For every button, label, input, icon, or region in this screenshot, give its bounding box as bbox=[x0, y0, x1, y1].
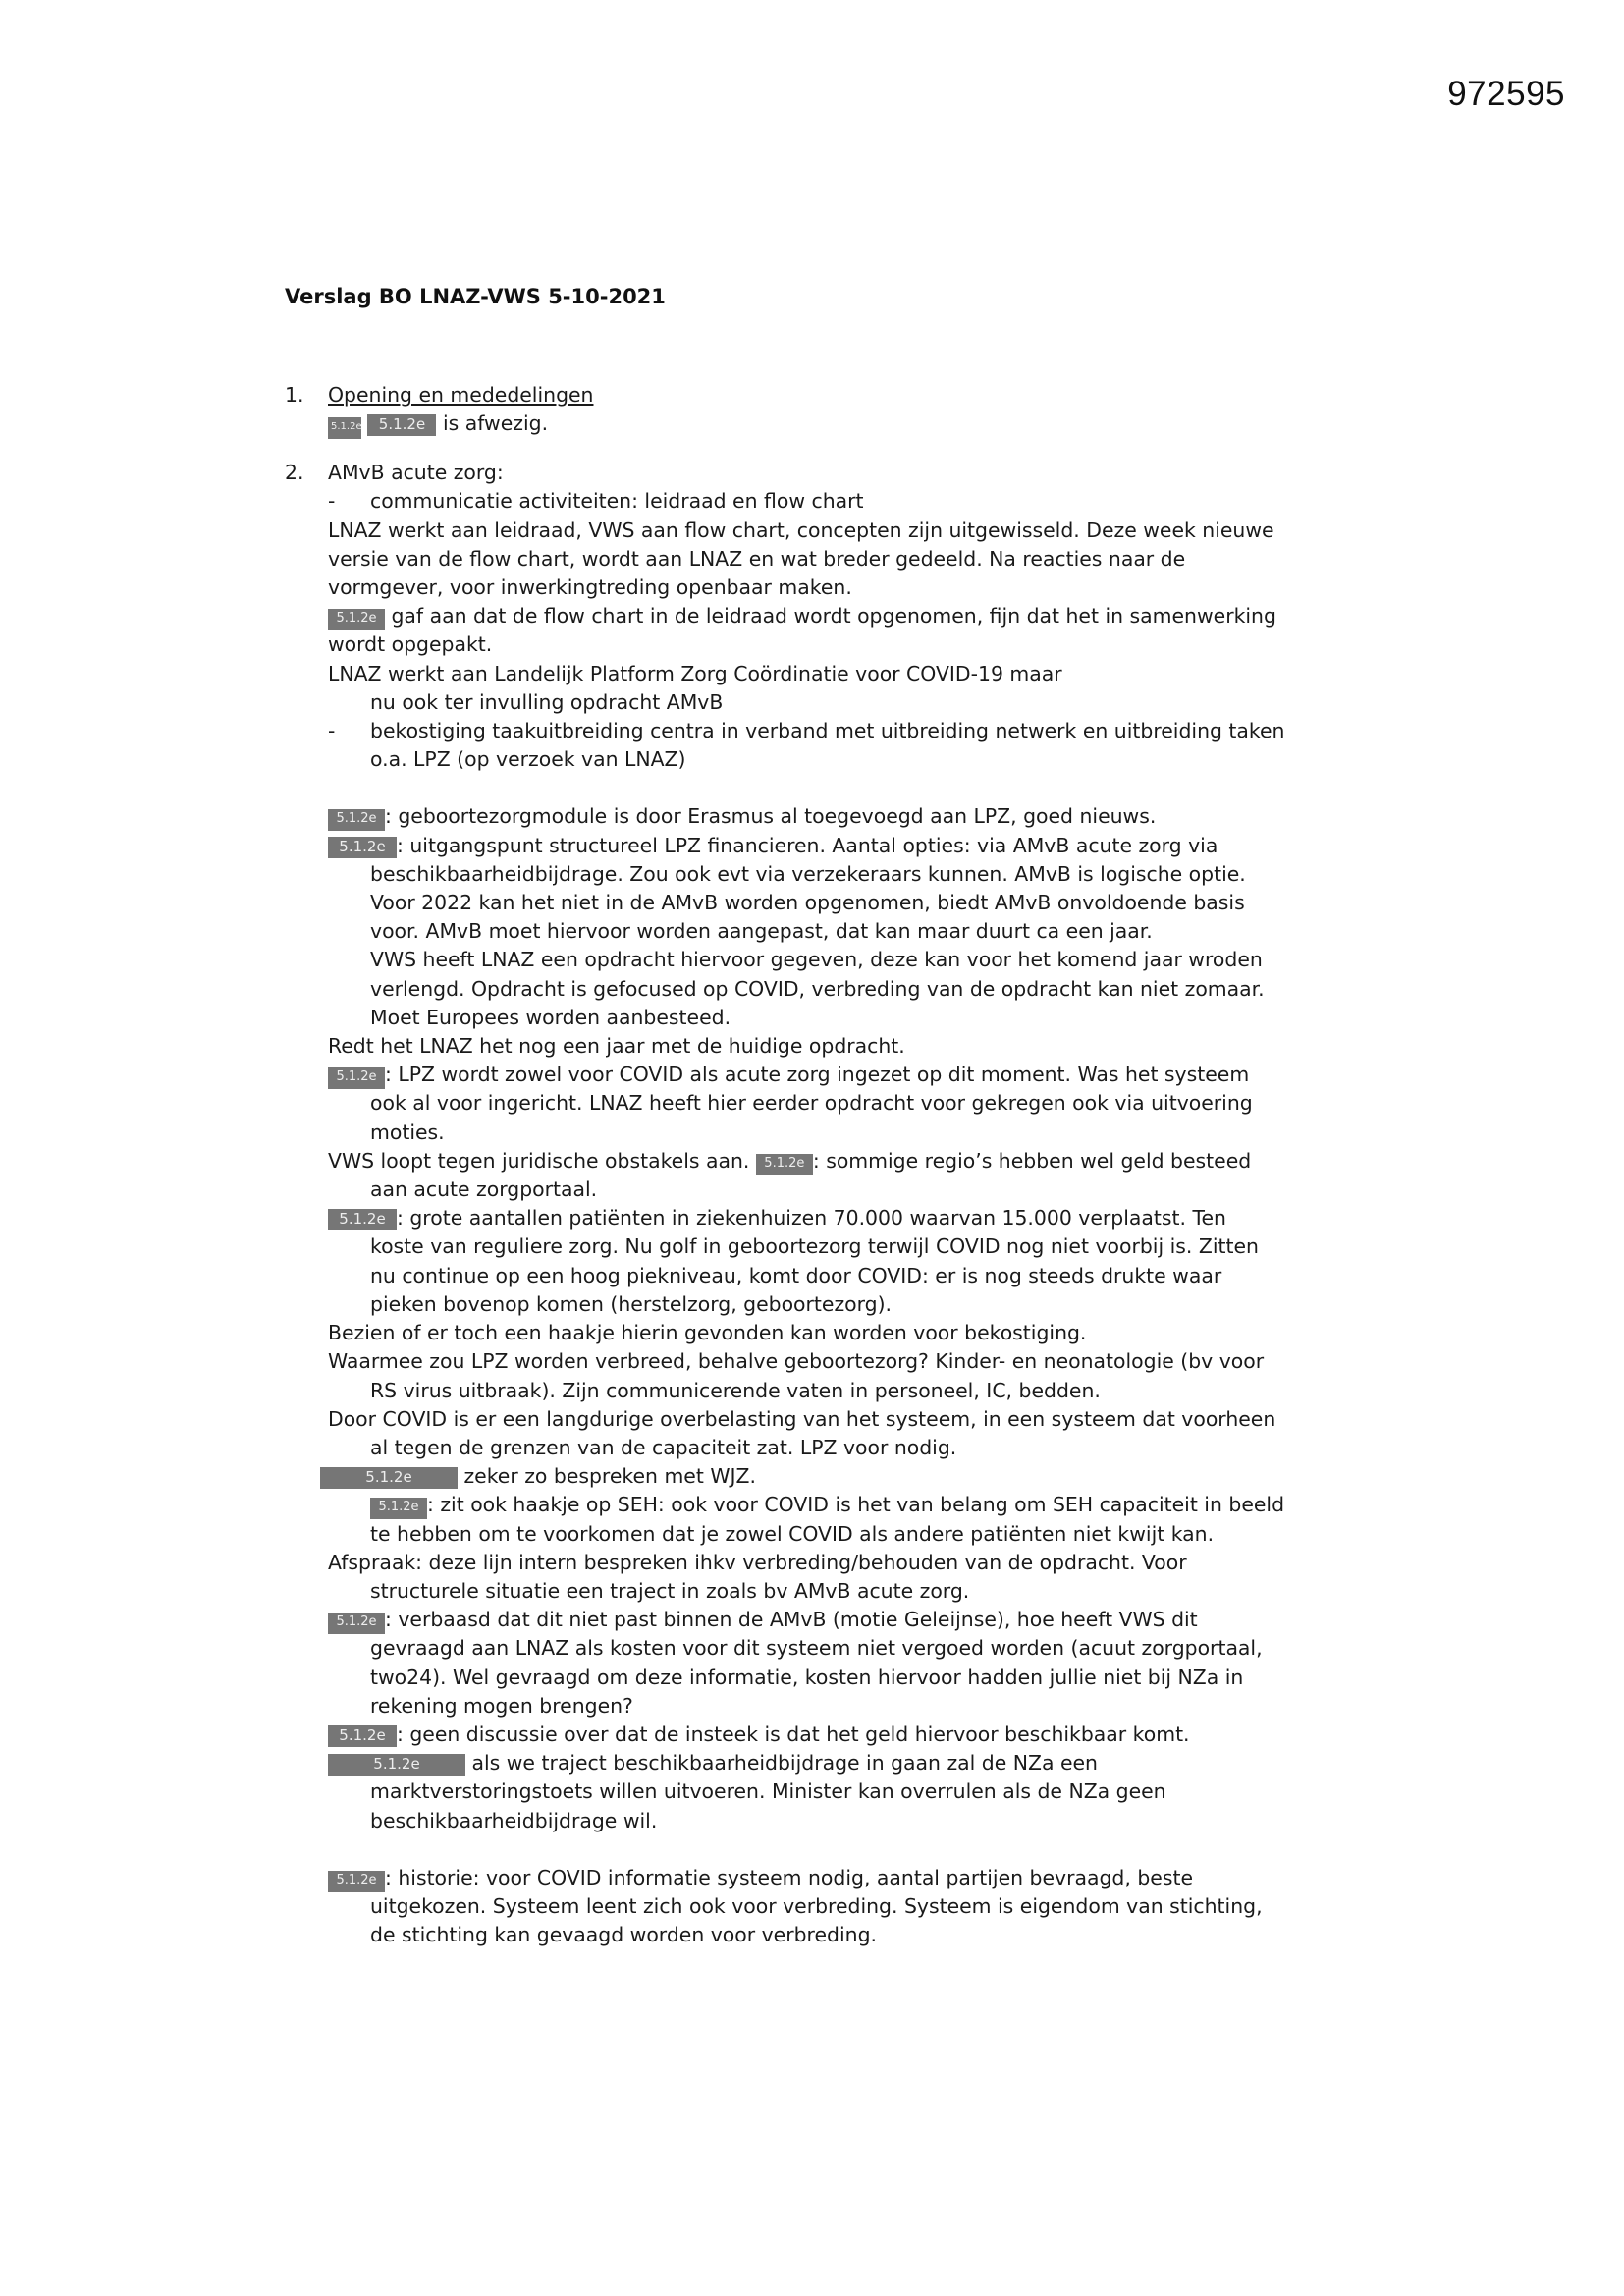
line-text: nu continue op een hoog piekniveau, komt door COVID: er is nog steeds drukte waar bbox=[370, 1263, 1222, 1287]
text-line bbox=[285, 1777, 1365, 1806]
line-text: two24). Wel gevraagd om deze informatie, kosten hiervoor hadden jullie niet bij NZa in bbox=[370, 1665, 1244, 1689]
text-line bbox=[285, 1434, 1365, 1462]
text-line bbox=[285, 410, 1365, 439]
text-line bbox=[285, 487, 1365, 516]
line-text: te hebben om te voorkomen dat je zowel COVID als andere patiënten niet kwijt kan. bbox=[370, 1521, 1215, 1546]
line-text: marktverstoringstoets willen uitvoeren. Minister kan overrulen als de NZa geen bbox=[370, 1779, 1166, 1804]
redaction-box: 5.1.2e bbox=[328, 1613, 385, 1634]
bullet-dash: - bbox=[328, 489, 336, 514]
text-line bbox=[285, 1290, 1365, 1319]
redaction-box: 5.1.2e bbox=[367, 414, 436, 436]
text-line bbox=[285, 975, 1365, 1004]
text-line bbox=[285, 1749, 1365, 1777]
text-line bbox=[285, 745, 1365, 774]
line-text: : geen discussie over dat de insteek is dat het geld hiervoor beschikbaar komt. bbox=[397, 1722, 1190, 1746]
text-line bbox=[285, 802, 1365, 831]
redaction-box: 5.1.2e bbox=[320, 1467, 458, 1489]
text-line bbox=[285, 1864, 1365, 1892]
line-text: bekostiging taakuitbreiding centra in verband met uitbreiding netwerk en uitbreiding taken bbox=[370, 719, 1285, 743]
text-line bbox=[285, 717, 1365, 745]
document-number: 972595 bbox=[1447, 75, 1565, 113]
text-line bbox=[285, 1807, 1365, 1835]
text-line bbox=[285, 1262, 1365, 1290]
line-text: aan acute zorgportaal. bbox=[370, 1177, 598, 1202]
line-text: communicatie activiteiten: leidraad en flow chart bbox=[370, 489, 864, 514]
line-text: : geboortezorgmodule is door Erasmus al toegevoegd aan LPZ, goed nieuws. bbox=[385, 804, 1157, 829]
paragraph-gap bbox=[285, 1835, 1365, 1864]
text-line bbox=[285, 1606, 1365, 1634]
line-text: gaf aan dat de flow chart in de leidraad wordt opgenomen, fijn dat het in samenwerking bbox=[385, 604, 1276, 629]
paragraph-gap bbox=[285, 439, 1365, 459]
line-text: : verbaasd dat dit niet past binnen de AMvB (motie Geleijnse), hoe heeft VWS dit bbox=[385, 1608, 1198, 1632]
line-text: verlengd. Opdracht is gefocused op COVID, verbreding van de opdracht kan niet zomaar. bbox=[370, 976, 1265, 1001]
text-line bbox=[285, 1147, 1365, 1175]
text-line bbox=[285, 1721, 1365, 1749]
line-text: beschikbaarheidbijdrage wil. bbox=[370, 1808, 658, 1832]
text-line bbox=[285, 1089, 1365, 1118]
line-text: al tegen de grenzen van de capaciteit zat. LPZ voor nodig. bbox=[370, 1435, 957, 1459]
text-line bbox=[285, 946, 1365, 974]
list-number: 1. bbox=[285, 383, 304, 407]
redaction-box: 5.1.2e bbox=[756, 1154, 813, 1175]
text-line bbox=[285, 1377, 1365, 1405]
text-line bbox=[285, 1204, 1365, 1232]
text-line bbox=[285, 574, 1365, 602]
line-text: zeker zo bespreken met WJZ. bbox=[458, 1464, 756, 1489]
text-line bbox=[285, 688, 1365, 717]
redaction-box: 5.1.2e bbox=[328, 1209, 397, 1230]
text-line bbox=[285, 860, 1365, 889]
redaction-box: 5.1.2e bbox=[370, 1498, 427, 1519]
line-text: : zit ook haakje op SEH: ook voor COVID is het van belang om SEH capaciteit in beeld bbox=[427, 1493, 1285, 1517]
text-line bbox=[285, 1032, 1365, 1061]
line-text: Bezien of er toch een haakje hierin gevonden kan worden voor bekostiging. bbox=[328, 1321, 1087, 1345]
text-line bbox=[285, 1232, 1365, 1261]
redaction-box: 5.1.2e bbox=[328, 1754, 465, 1776]
text-line bbox=[285, 832, 1365, 860]
line-text: als we traject beschikbaarheidbijdrage in gaan zal de NZa een bbox=[465, 1751, 1098, 1776]
redaction-box: 5.1.2e bbox=[328, 417, 361, 439]
line-text: VWS heeft LNAZ een opdracht hiervoor gegeven, deze kan voor het komend jaar wroden bbox=[370, 948, 1263, 972]
line-text: beschikbaarheidbijdrage. Zou ook evt via verzekeraars kunnen. AMvB is logische optie. bbox=[370, 861, 1246, 886]
line-text: vormgever, voor inwerkingtreding openbaar maken. bbox=[328, 575, 852, 600]
line-text: VWS loopt tegen juridische obstakels aan. bbox=[328, 1148, 756, 1173]
line-text: AMvB acute zorg: bbox=[328, 461, 504, 485]
text-line bbox=[285, 1175, 1365, 1204]
line-text: wordt opgepakt. bbox=[328, 632, 493, 657]
line-text: Opening en mededelingen bbox=[328, 383, 594, 407]
line-text: : uitgangspunt structureel LPZ financieren. Aantal opties: via AMvB acute zorg via bbox=[397, 833, 1218, 857]
text-line bbox=[285, 1061, 1365, 1089]
text-line bbox=[285, 459, 1365, 487]
text-line bbox=[285, 517, 1365, 545]
line-text: Moet Europees worden aanbesteed. bbox=[370, 1005, 731, 1029]
line-text: o.a. LPZ (op verzoek van LNAZ) bbox=[370, 747, 686, 772]
redaction-box: 5.1.2e bbox=[328, 1067, 385, 1089]
text-line bbox=[285, 1119, 1365, 1147]
text-line bbox=[285, 660, 1365, 688]
line-text: Waarmee zou LPZ worden verbreed, behalve geboortezorg? Kinder- en neonatologie (bv voor bbox=[328, 1349, 1265, 1374]
document-body bbox=[285, 381, 1365, 1949]
list-number: 2. bbox=[285, 461, 304, 485]
line-text: de stichting kan gevaagd worden voor verbreding. bbox=[370, 1923, 877, 1947]
text-line bbox=[285, 1004, 1365, 1032]
line-text: Door COVID is er een langdurige overbelasting van het systeem, in een systeem dat voorheen bbox=[328, 1406, 1276, 1431]
redaction-box: 5.1.2e bbox=[328, 809, 385, 831]
line-text: versie van de flow chart, wordt aan LNAZ en wat breder gedeeld. Na reacties naar de bbox=[328, 546, 1186, 571]
text-line bbox=[285, 1405, 1365, 1434]
text-line bbox=[320, 1462, 1365, 1491]
bullet-dash: - bbox=[328, 719, 336, 743]
text-line bbox=[285, 630, 1365, 659]
text-line bbox=[285, 1549, 1365, 1577]
line-text: : LPZ wordt zowel voor COVID als acute zorg ingezet op dit moment. Was het systeem bbox=[385, 1063, 1250, 1087]
paragraph-gap bbox=[285, 774, 1365, 802]
document-title: Verslag BO LNAZ-VWS 5-10-2021 bbox=[285, 285, 666, 308]
line-text: rekening mogen brengen? bbox=[370, 1693, 633, 1718]
line-text: ook al voor ingericht. LNAZ heeft hier eerder opdracht voor gekregen ook via uitvoering bbox=[370, 1091, 1253, 1116]
line-text: gevraagd aan LNAZ als kosten voor dit systeem niet vergoed worden (acuut zorgportaal, bbox=[370, 1636, 1263, 1661]
redaction-box: 5.1.2e bbox=[328, 609, 385, 630]
text-line bbox=[285, 545, 1365, 574]
text-line bbox=[285, 1634, 1365, 1663]
line-text: Afspraak: deze lijn intern bespreken ihkv verbreding/behouden van de opdracht. Voor bbox=[328, 1550, 1187, 1574]
text-line bbox=[285, 889, 1365, 917]
text-line bbox=[285, 381, 1365, 410]
text-line bbox=[285, 1347, 1365, 1376]
line-text: is afwezig. bbox=[436, 411, 549, 436]
redaction-box: 5.1.2e bbox=[328, 1725, 397, 1747]
line-text: : sommige regio’s hebben wel geld besteed bbox=[812, 1148, 1252, 1173]
line-text: Redt het LNAZ het nog een jaar met de huidige opdracht. bbox=[328, 1034, 905, 1059]
text-line bbox=[285, 1692, 1365, 1721]
line-text: structurele situatie een traject in zoals bv AMvB acute zorg. bbox=[370, 1578, 970, 1603]
text-line bbox=[285, 1520, 1365, 1549]
text-line bbox=[285, 1577, 1365, 1606]
text-line bbox=[285, 1921, 1365, 1949]
line-text: RS virus uitbraak). Zijn communicerende vaten in personeel, IC, bedden. bbox=[370, 1378, 1101, 1402]
redaction-box: 5.1.2e bbox=[328, 1871, 385, 1892]
redaction-box: 5.1.2e bbox=[328, 837, 397, 858]
line-text: : historie: voor COVID informatie systeem nodig, aantal partijen bevraagd, beste bbox=[385, 1865, 1193, 1889]
text-line bbox=[285, 602, 1365, 630]
text-line bbox=[285, 917, 1365, 946]
line-text: voor. AMvB moet hiervoor worden aangepast, dat kan maar duurt ca een jaar. bbox=[370, 919, 1153, 944]
text-line bbox=[285, 1664, 1365, 1692]
line-text: uitgekozen. Systeem leent zich ook voor verbreding. Systeem is eigendom van stichting, bbox=[370, 1893, 1263, 1918]
line-text: koste van reguliere zorg. Nu golf in geboortezorg terwijl COVID nog niet voorbij is. Zitten bbox=[370, 1234, 1259, 1259]
line-text: moties. bbox=[370, 1120, 445, 1144]
line-text: nu ook ter invulling opdracht AMvB bbox=[370, 689, 724, 714]
line-text: pieken bovenop komen (herstelzorg, geboortezorg). bbox=[370, 1291, 893, 1316]
line-text: LNAZ werkt aan Landelijk Platform Zorg Coördinatie voor COVID-19 maar bbox=[328, 661, 1062, 685]
line-text: Voor 2022 kan het niet in de AMvB worden opgenomen, biedt AMvB onvoldoende basis bbox=[370, 891, 1245, 915]
text-line bbox=[285, 1892, 1365, 1921]
text-line bbox=[285, 1491, 1365, 1519]
line-text: LNAZ werkt aan leidraad, VWS aan flow chart, concepten zijn uitgewisseld. Deze week nieuwe bbox=[328, 518, 1274, 542]
text-line bbox=[285, 1319, 1365, 1347]
line-text: : grote aantallen patiënten in ziekenhuizen 70.000 waarvan 15.000 verplaatst. Ten bbox=[397, 1206, 1226, 1230]
